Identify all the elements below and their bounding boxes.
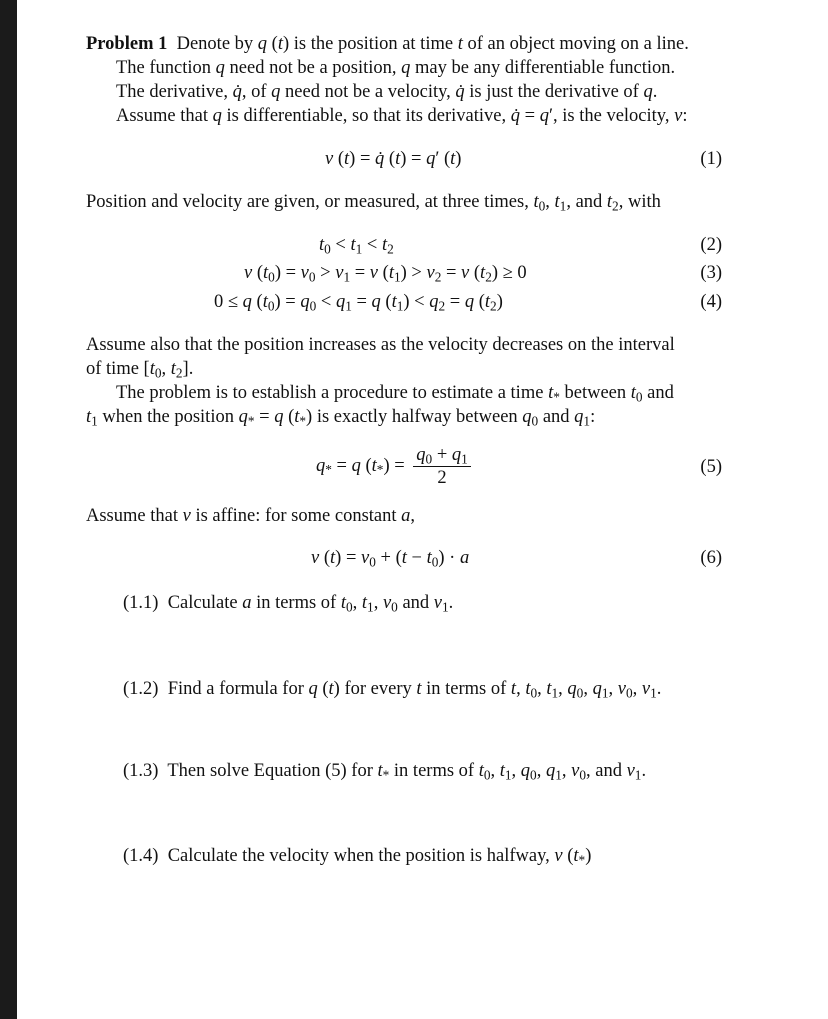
assume-also-line-1: Assume also that the position increases as the velocity decreases on the interval <box>86 335 675 355</box>
problem-intro-line-3: The derivative, q̇, of q need not be a velocity, q̇ is just the derivative of q. <box>116 82 658 102</box>
equation-3: v $(t_0) = v_0 > v_1 = v$ $(t_1) > v_2 = v$ $(t_2) \ge 0$ <box>244 263 527 285</box>
problem-statement-line-1: The problem is to establish a procedure to estimate a time $t_*$ between $t_0$ and <box>116 383 674 405</box>
problem-intro-line-2: The function q need not be a position, q may be any differentiable function. <box>116 58 676 78</box>
assume-also-line-2: of time [$t_0$, $t_2$]. <box>86 359 194 381</box>
subquestion-1-2: (1.2) Find a formula for q (t) for every t in terms of t, $t_0$, $t_1$, $q_0$, $q_1$, $v_0$, $v_1$. <box>123 679 662 701</box>
subquestion-1-4: (1.4) Calculate the velocity when the position is halfway, v $(t_*)$ <box>123 846 592 868</box>
equation-number-5: (5) <box>700 457 722 477</box>
subquestion-1-1: (1.1) Calculate a in terms of $t_0$, $t_1$, $v_0$ and $v_1$. <box>123 593 454 615</box>
equation-number-4: (4) <box>700 292 722 312</box>
left-edge-bar <box>0 0 17 1019</box>
problem-statement-line-2: $t_1$ when the position $q_* = q$ $(t_*)$ is exactly halfway between $q_0$ and $q_1$: <box>86 407 596 429</box>
given-paragraph: Position and velocity are given, or measured, at three times, $t_0$, $t_1$, and $t_2$, with <box>86 192 661 214</box>
equation-1: v (t) = q̇ (t) = q′ (t) <box>325 149 462 169</box>
equation-4: 0 ≤ q $(t_0) = q_0 < q_1 = q$ $(t_1) < q_2 = q$ $(t_2)$ <box>214 292 503 314</box>
problem-intro-line-4: Assume that q is differentiable, so that its derivative, q̇ = q′, is the velocity, v: <box>116 106 688 126</box>
affine-paragraph: Assume that v is affine: for some constant a, <box>86 506 416 526</box>
equation-number-2: (2) <box>700 235 722 255</box>
equation-number-3: (3) <box>700 263 722 283</box>
equation-number-6: (6) <box>700 548 722 568</box>
equation-number-1: (1) <box>700 149 722 169</box>
problem-intro-line-1: Problem 1 Denote by q (t) is the position at time t of an object moving on a line. <box>86 34 689 54</box>
halfway-fraction: $\frac{q_0 + q_1}{2}$ <box>413 444 471 489</box>
equation-2: $t_0 < t_1 < t_2$ <box>319 235 394 257</box>
problem-heading: Problem 1 <box>86 34 168 54</box>
equation-5: $q_* = q$ $(t_*)$ = $\frac{q_0 + q_1}{2}$ <box>316 444 471 489</box>
equation-6: v $(t) = v_0 + (t - t_0) \cdot a$ <box>311 548 470 570</box>
subquestion-1-3: (1.3) Then solve Equation (5) for $t_*$ in terms of $t_0$, $t_1$, $q_0$, $q_1$, $v_0$, and $v_1$. <box>123 761 647 783</box>
